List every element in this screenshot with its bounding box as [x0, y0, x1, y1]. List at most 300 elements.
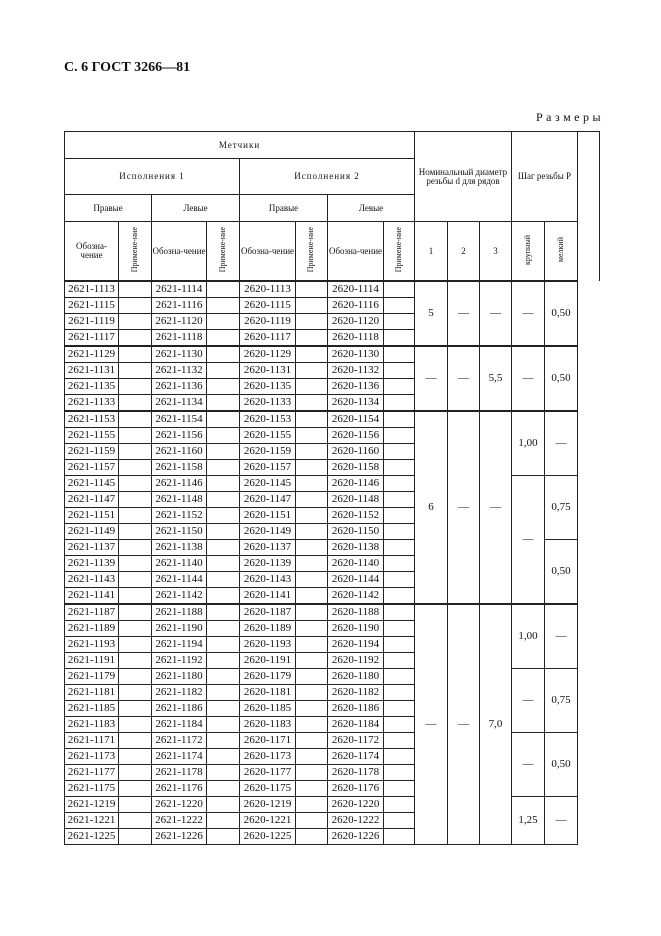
header-left-1: Левые	[152, 195, 240, 222]
applicability-cell	[119, 733, 152, 749]
designation-right-v1: 2621-1151	[65, 508, 119, 524]
designation-right-v2: 2620-1191	[240, 653, 296, 669]
applicability-cell	[384, 556, 415, 572]
designation-right-v1: 2621-1139	[65, 556, 119, 572]
applicability-cell	[119, 346, 152, 363]
designation-right-v1: 2621-1159	[65, 444, 119, 460]
applicability-cell	[207, 460, 240, 476]
applicability-cell	[119, 508, 152, 524]
taps-table	[64, 131, 600, 845]
designation-right-v1: 2621-1119	[65, 314, 119, 330]
applicability-cell	[296, 604, 328, 621]
pitch-coarse: —	[512, 281, 545, 346]
applicability-cell	[384, 428, 415, 444]
designation-right-v1: 2621-1175	[65, 781, 119, 797]
designation-left-v2: 2620-1172	[328, 733, 384, 749]
applicability-cell	[296, 395, 328, 412]
designation-right-v1: 2621-1135	[65, 379, 119, 395]
designation-left-v1: 2621-1152	[152, 508, 207, 524]
designation-left-v2: 2620-1152	[328, 508, 384, 524]
applicability-cell	[207, 572, 240, 588]
applicability-cell	[296, 701, 328, 717]
applicability-cell	[119, 492, 152, 508]
applicability-cell	[296, 363, 328, 379]
blank-column	[578, 132, 600, 282]
designation-left-v1: 2621-1116	[152, 298, 207, 314]
applicability-cell	[296, 524, 328, 540]
applicability-cell	[207, 298, 240, 314]
designation-right-v1: 2621-1145	[65, 476, 119, 492]
designation-left-v1: 2621-1120	[152, 314, 207, 330]
pitch-coarse: 1,00	[512, 411, 545, 476]
applicability-cell	[119, 572, 152, 588]
designation-left-v2: 2620-1220	[328, 797, 384, 813]
applicability-cell	[119, 379, 152, 395]
designation-right-v2: 2620-1115	[240, 298, 296, 314]
applicability-cell	[296, 346, 328, 363]
applicability-cell	[296, 621, 328, 637]
designation-left-v1: 2621-1184	[152, 717, 207, 733]
applicability-cell	[119, 621, 152, 637]
applicability-cell	[384, 717, 415, 733]
header-left-2: Левые	[328, 195, 415, 222]
designation-right-v1: 2621-1179	[65, 669, 119, 685]
header-nominal-diameter: Номинальный диаметр резьбы d для рядов	[415, 132, 512, 222]
applicability-cell	[296, 330, 328, 347]
applicability-cell	[207, 281, 240, 298]
applicability-cell	[296, 379, 328, 395]
designation-left-v2: 2620-1156	[328, 428, 384, 444]
designation-right-v1: 2621-1219	[65, 797, 119, 813]
applicability-cell	[119, 524, 152, 540]
designation-right-v1: 2621-1177	[65, 765, 119, 781]
applicability-cell	[384, 685, 415, 701]
header-row-3: 3	[480, 222, 512, 282]
applicability-cell	[296, 813, 328, 829]
applicability-cell	[207, 813, 240, 829]
designation-left-v2: 2620-1174	[328, 749, 384, 765]
designation-right-v1: 2621-1133	[65, 395, 119, 412]
designation-right-v2: 2620-1159	[240, 444, 296, 460]
applicability-cell	[384, 813, 415, 829]
applicability-cell	[207, 621, 240, 637]
designation-right-v1: 2621-1189	[65, 621, 119, 637]
header-taps: Метчики	[65, 132, 415, 159]
designation-right-v2: 2620-1153	[240, 411, 296, 428]
designation-left-v1: 2621-1188	[152, 604, 207, 621]
applicability-cell	[119, 781, 152, 797]
designation-left-v1: 2621-1114	[152, 281, 207, 298]
applicability-cell	[296, 428, 328, 444]
designation-left-v2: 2620-1222	[328, 813, 384, 829]
designation-right-v2: 2620-1149	[240, 524, 296, 540]
applicability-cell	[207, 717, 240, 733]
applicability-cell	[119, 540, 152, 556]
applicability-cell	[207, 395, 240, 412]
designation-left-v2: 2620-1142	[328, 588, 384, 605]
designation-right-v1: 2621-1149	[65, 524, 119, 540]
pitch-fine: 0,75	[545, 669, 578, 733]
dimensions-label: Размеры	[536, 110, 605, 124]
applicability-cell	[296, 653, 328, 669]
designation-right-v1: 2621-1187	[65, 604, 119, 621]
designation-right-v2: 2620-1219	[240, 797, 296, 813]
header-right-2: Правые	[240, 195, 328, 222]
applicability-cell	[384, 379, 415, 395]
header-applicability: Примене-ние	[129, 227, 139, 273]
designation-left-v2: 2620-1138	[328, 540, 384, 556]
designation-left-v1: 2621-1140	[152, 556, 207, 572]
designation-right-v1: 2621-1137	[65, 540, 119, 556]
designation-left-v2: 2620-1176	[328, 781, 384, 797]
diameter-row-2: —	[448, 346, 480, 411]
designation-left-v2: 2620-1192	[328, 653, 384, 669]
applicability-cell	[207, 476, 240, 492]
designation-left-v2: 2620-1134	[328, 395, 384, 412]
applicability-cell	[384, 346, 415, 363]
designation-right-v2: 2620-1113	[240, 281, 296, 298]
applicability-cell	[384, 669, 415, 685]
designation-right-v1: 2621-1115	[65, 298, 119, 314]
applicability-cell	[384, 733, 415, 749]
designation-left-v1: 2621-1190	[152, 621, 207, 637]
designation-left-v1: 2621-1148	[152, 492, 207, 508]
applicability-cell	[119, 460, 152, 476]
designation-right-v2: 2620-1189	[240, 621, 296, 637]
applicability-cell	[207, 685, 240, 701]
table-row	[65, 346, 600, 363]
applicability-cell	[384, 829, 415, 845]
applicability-cell	[207, 781, 240, 797]
designation-left-v1: 2621-1178	[152, 765, 207, 781]
designation-left-v1: 2621-1192	[152, 653, 207, 669]
designation-right-v1: 2621-1143	[65, 572, 119, 588]
header-row-1: 1	[415, 222, 448, 282]
designation-left-v2: 2620-1132	[328, 363, 384, 379]
designation-left-v1: 2621-1154	[152, 411, 207, 428]
applicability-cell	[384, 653, 415, 669]
designation-right-v2: 2620-1117	[240, 330, 296, 347]
applicability-cell	[384, 797, 415, 813]
applicability-cell	[384, 444, 415, 460]
applicability-cell	[119, 685, 152, 701]
header-pitch: Шаг резьбы P	[512, 132, 578, 222]
header-designation: Обозна-чение	[152, 222, 207, 282]
diameter-row-3: 7,0	[480, 604, 512, 845]
designation-right-v1: 2621-1191	[65, 653, 119, 669]
designation-left-v2: 2620-1136	[328, 379, 384, 395]
designation-right-v1: 2621-1131	[65, 363, 119, 379]
designation-left-v2: 2620-1182	[328, 685, 384, 701]
designation-right-v1: 2621-1171	[65, 733, 119, 749]
designation-left-v1: 2621-1222	[152, 813, 207, 829]
applicability-cell	[296, 298, 328, 314]
designation-right-v2: 2620-1139	[240, 556, 296, 572]
header-applicability: Примене-ние	[306, 227, 316, 273]
applicability-cell	[207, 411, 240, 428]
applicability-cell	[296, 281, 328, 298]
designation-right-v2: 2620-1135	[240, 379, 296, 395]
applicability-cell	[384, 588, 415, 605]
applicability-cell	[119, 637, 152, 653]
designation-left-v2: 2620-1120	[328, 314, 384, 330]
designation-left-v1: 2621-1136	[152, 379, 207, 395]
applicability-cell	[119, 749, 152, 765]
designation-right-v2: 2620-1145	[240, 476, 296, 492]
applicability-cell	[296, 797, 328, 813]
applicability-cell	[207, 669, 240, 685]
pitch-coarse: 1,00	[512, 604, 545, 669]
pitch-coarse: 1,25	[512, 797, 545, 845]
applicability-cell	[296, 411, 328, 428]
applicability-cell	[384, 765, 415, 781]
designation-left-v2: 2620-1146	[328, 476, 384, 492]
designation-right-v2: 2620-1183	[240, 717, 296, 733]
designation-right-v2: 2620-1151	[240, 508, 296, 524]
applicability-cell	[384, 314, 415, 330]
designation-left-v1: 2621-1226	[152, 829, 207, 845]
applicability-cell	[296, 829, 328, 845]
applicability-cell	[119, 330, 152, 347]
designation-right-v2: 2620-1129	[240, 346, 296, 363]
applicability-cell	[384, 572, 415, 588]
applicability-cell	[207, 314, 240, 330]
applicability-cell	[207, 701, 240, 717]
applicability-cell	[296, 637, 328, 653]
applicability-cell	[207, 540, 240, 556]
applicability-cell	[207, 588, 240, 605]
header-designation: Обозна-чение	[65, 222, 119, 282]
pitch-fine: 0,75	[545, 476, 578, 540]
designation-left-v1: 2621-1146	[152, 476, 207, 492]
designation-left-v2: 2620-1144	[328, 572, 384, 588]
designation-left-v1: 2621-1142	[152, 588, 207, 605]
applicability-cell	[296, 781, 328, 797]
header-designation: Обозна-чение	[240, 222, 296, 282]
designation-right-v2: 2620-1177	[240, 765, 296, 781]
designation-left-v2: 2620-1154	[328, 411, 384, 428]
applicability-cell	[207, 653, 240, 669]
applicability-cell	[207, 428, 240, 444]
applicability-cell	[207, 346, 240, 363]
header-right-1: Правые	[65, 195, 152, 222]
designation-left-v1: 2621-1194	[152, 637, 207, 653]
header-applicability: Примене-ние	[217, 227, 227, 273]
applicability-cell	[207, 733, 240, 749]
designation-right-v2: 2620-1179	[240, 669, 296, 685]
designation-right-v2: 2620-1193	[240, 637, 296, 653]
designation-left-v1: 2621-1180	[152, 669, 207, 685]
designation-right-v2: 2620-1133	[240, 395, 296, 412]
applicability-cell	[296, 492, 328, 508]
applicability-cell	[296, 508, 328, 524]
applicability-cell	[119, 813, 152, 829]
applicability-cell	[119, 556, 152, 572]
applicability-cell	[384, 298, 415, 314]
designation-right-v1: 2621-1141	[65, 588, 119, 605]
table-row	[65, 797, 600, 813]
designation-left-v1: 2621-1182	[152, 685, 207, 701]
applicability-cell	[207, 508, 240, 524]
diameter-row-1: —	[415, 346, 448, 411]
designation-right-v2: 2620-1173	[240, 749, 296, 765]
designation-left-v2: 2620-1184	[328, 717, 384, 733]
applicability-cell	[119, 653, 152, 669]
header-row-2: 2	[448, 222, 480, 282]
designation-right-v1: 2621-1225	[65, 829, 119, 845]
applicability-cell	[207, 604, 240, 621]
applicability-cell	[384, 492, 415, 508]
designation-right-v2: 2620-1175	[240, 781, 296, 797]
applicability-cell	[119, 314, 152, 330]
header-applicability: Примене-ние	[393, 227, 403, 273]
designation-right-v1: 2621-1155	[65, 428, 119, 444]
diameter-row-1: 6	[415, 411, 448, 604]
table-row	[65, 669, 600, 685]
applicability-cell	[384, 540, 415, 556]
designation-left-v1: 2621-1172	[152, 733, 207, 749]
designation-right-v2: 2620-1155	[240, 428, 296, 444]
applicability-cell	[119, 604, 152, 621]
applicability-cell	[296, 733, 328, 749]
applicability-cell	[384, 749, 415, 765]
applicability-cell	[119, 829, 152, 845]
designation-right-v2: 2620-1225	[240, 829, 296, 845]
header-version-2: Исполнения 2	[240, 159, 415, 195]
pitch-fine: —	[545, 411, 578, 476]
applicability-cell	[207, 797, 240, 813]
applicability-cell	[296, 588, 328, 605]
applicability-cell	[384, 411, 415, 428]
designation-left-v2: 2620-1160	[328, 444, 384, 460]
applicability-cell	[296, 460, 328, 476]
designation-left-v1: 2621-1160	[152, 444, 207, 460]
designation-left-v2: 2620-1130	[328, 346, 384, 363]
designation-right-v1: 2621-1185	[65, 701, 119, 717]
applicability-cell	[207, 765, 240, 781]
applicability-cell	[119, 298, 152, 314]
designation-left-v2: 2620-1180	[328, 669, 384, 685]
applicability-cell	[119, 669, 152, 685]
applicability-cell	[296, 540, 328, 556]
applicability-cell	[207, 379, 240, 395]
applicability-cell	[207, 330, 240, 347]
header-coarse: крупный	[522, 235, 532, 265]
applicability-cell	[119, 411, 152, 428]
designation-right-v2: 2620-1187	[240, 604, 296, 621]
designation-right-v2: 2620-1171	[240, 733, 296, 749]
applicability-cell	[207, 444, 240, 460]
designation-left-v2: 2620-1186	[328, 701, 384, 717]
diameter-row-1: 5	[415, 281, 448, 346]
pitch-fine: —	[545, 604, 578, 669]
designation-right-v1: 2621-1173	[65, 749, 119, 765]
designation-right-v2: 2620-1185	[240, 701, 296, 717]
applicability-cell	[384, 604, 415, 621]
applicability-cell	[207, 492, 240, 508]
applicability-cell	[119, 363, 152, 379]
designation-left-v2: 2620-1148	[328, 492, 384, 508]
pitch-fine: 0,50	[545, 281, 578, 346]
diameter-row-2: —	[448, 281, 480, 346]
designation-left-v2: 2620-1140	[328, 556, 384, 572]
applicability-cell	[119, 428, 152, 444]
designation-right-v1: 2621-1157	[65, 460, 119, 476]
pitch-fine: 0,50	[545, 733, 578, 797]
table-row	[65, 411, 600, 428]
applicability-cell	[207, 524, 240, 540]
designation-left-v1: 2621-1220	[152, 797, 207, 813]
applicability-cell	[119, 476, 152, 492]
applicability-cell	[384, 781, 415, 797]
designation-left-v1: 2621-1176	[152, 781, 207, 797]
designation-left-v1: 2621-1186	[152, 701, 207, 717]
applicability-cell	[384, 476, 415, 492]
applicability-cell	[119, 701, 152, 717]
applicability-cell	[207, 556, 240, 572]
applicability-cell	[207, 749, 240, 765]
designation-right-v2: 2620-1141	[240, 588, 296, 605]
designation-right-v1: 2621-1181	[65, 685, 119, 701]
applicability-cell	[296, 717, 328, 733]
applicability-cell	[119, 395, 152, 412]
designation-right-v1: 2621-1117	[65, 330, 119, 347]
diameter-row-3: 5,5	[480, 346, 512, 411]
applicability-cell	[384, 281, 415, 298]
pitch-fine: 0,50	[545, 540, 578, 605]
applicability-cell	[119, 717, 152, 733]
table-row	[65, 476, 600, 492]
page-header: С. 6 ГОСТ 3266—81	[64, 60, 191, 75]
designation-right-v1: 2621-1147	[65, 492, 119, 508]
applicability-cell	[384, 701, 415, 717]
designation-right-v1: 2621-1221	[65, 813, 119, 829]
designation-right-v2: 2620-1119	[240, 314, 296, 330]
applicability-cell	[119, 588, 152, 605]
applicability-cell	[119, 281, 152, 298]
designation-left-v1: 2621-1156	[152, 428, 207, 444]
header-designation: Обозна-чение	[328, 222, 384, 282]
applicability-cell	[384, 508, 415, 524]
designation-left-v2: 2620-1116	[328, 298, 384, 314]
pitch-fine: —	[545, 797, 578, 845]
designation-left-v2: 2620-1190	[328, 621, 384, 637]
pitch-coarse: —	[512, 733, 545, 797]
applicability-cell	[384, 330, 415, 347]
header-fine: мелкий	[555, 237, 565, 263]
applicability-cell	[296, 476, 328, 492]
designation-right-v2: 2620-1147	[240, 492, 296, 508]
applicability-cell	[296, 572, 328, 588]
designation-left-v1: 2621-1174	[152, 749, 207, 765]
applicability-cell	[384, 524, 415, 540]
applicability-cell	[119, 797, 152, 813]
applicability-cell	[384, 637, 415, 653]
diameter-row-2: —	[448, 604, 480, 845]
applicability-cell	[207, 363, 240, 379]
designation-left-v2: 2620-1158	[328, 460, 384, 476]
designation-right-v2: 2620-1181	[240, 685, 296, 701]
diameter-row-1: —	[415, 604, 448, 845]
table-row	[65, 281, 600, 298]
designation-left-v1: 2621-1130	[152, 346, 207, 363]
designation-right-v1: 2621-1129	[65, 346, 119, 363]
designation-right-v1: 2621-1193	[65, 637, 119, 653]
pitch-coarse: —	[512, 346, 545, 411]
designation-left-v2: 2620-1178	[328, 765, 384, 781]
diameter-row-2: —	[448, 411, 480, 604]
diameter-row-3: —	[480, 411, 512, 604]
